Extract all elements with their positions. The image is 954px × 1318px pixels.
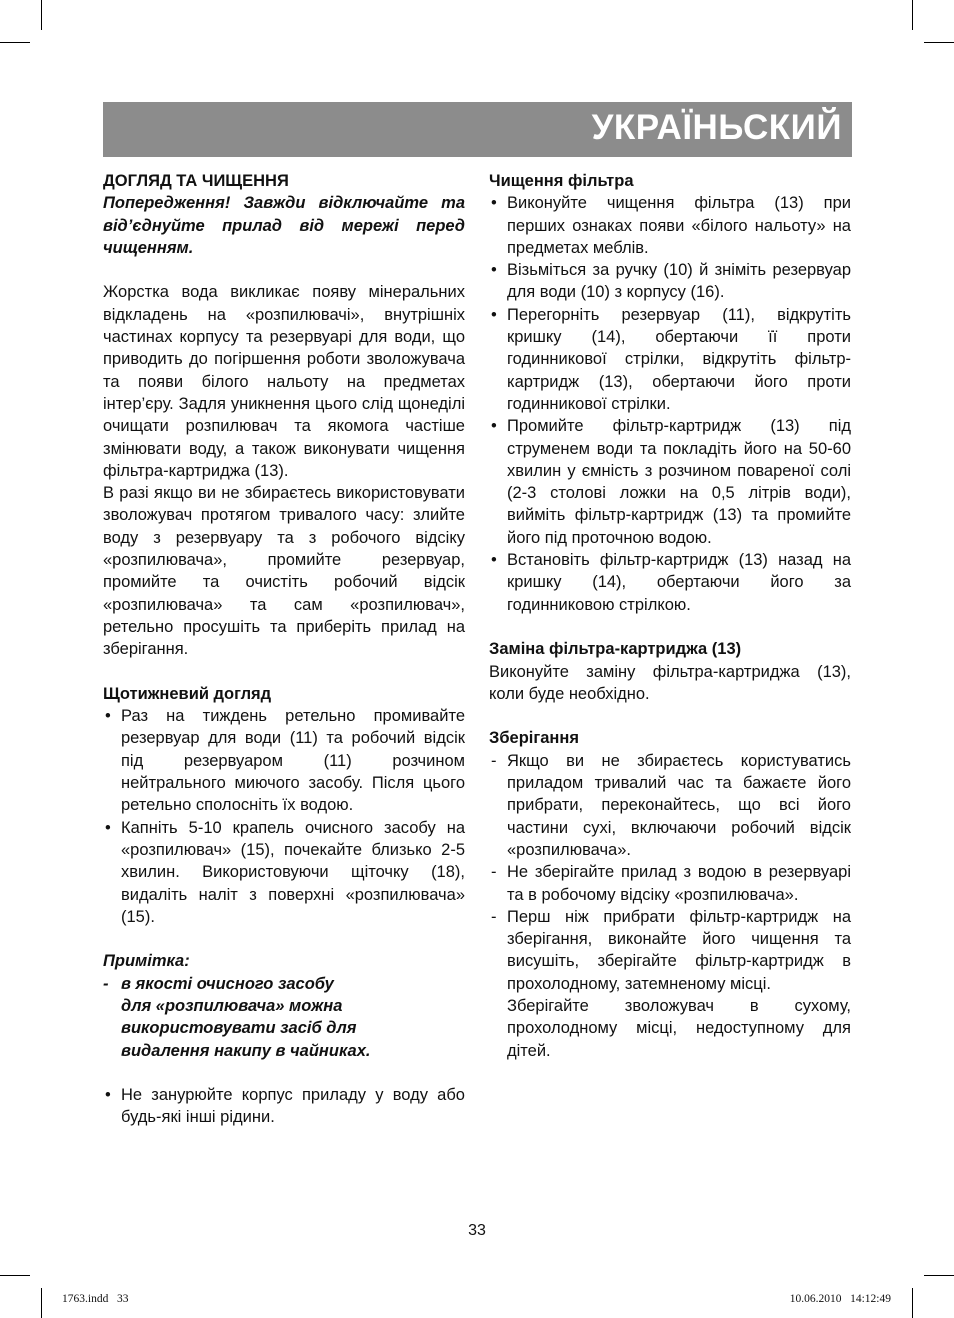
note-line: видалення накипу в чайниках. [121, 1041, 371, 1060]
list-item: • Встановіть фільтр-картридж (13) назад на кришку (14), обертаючи його за годинниковою стрілкою. [491, 551, 851, 614]
final-warning-list [103, 1084, 465, 1129]
list-item: - Не зберігайте прилад з водою в резервуарі та в робочому відсіку «розпилювача». [491, 863, 851, 904]
storage-list [489, 750, 851, 995]
left-column [103, 170, 465, 1129]
filter-cleaning-list [489, 192, 851, 616]
weekly-care-list [103, 705, 465, 928]
bullet-marker: • [491, 261, 497, 280]
list-item: • Перегорніть резервуар (11), відкрутіть кришку (14), обертаючи її проти годинникової стрілки, відкрутіть фільтр-картридж (13), обертаючи його проти годинникової стрілки. [491, 305, 851, 413]
crop-mark [0, 42, 30, 43]
paragraph-storage-long: В разі якщо ви не збираєтесь використовувати зволожувач протягом тривалого часу: злийте воду з резервуару та з робочого відсіку «розпилювача», промийте резервуар, промийте та очистіть робочий відсік «розпилювача» та сам «розпилювач», ретельно просушіть та приберіть прилад на зберігання. [103, 484, 465, 659]
crop-mark [912, 0, 913, 30]
list-item: - Якщо ви не збираєтесь користуватись приладом тривалий час та бажаєте його прибрати, переконайтесь, що всі його частини сухі, включаючи робочий відсік «розпилювача». [491, 751, 851, 859]
dash-marker: - [491, 751, 497, 770]
section-heading-storage: Зберігання [489, 729, 579, 748]
section-heading-filter: Чищення фільтра [489, 172, 634, 190]
language-header-bar [103, 102, 852, 157]
list-item: • Капніть 5-10 крапель очисного засобу на «розпилювач» (15), почекайте близько 2-5 хвилин. Використовуючи щіточку (18), видаліть наліт з поверхні «розпилювача» (15). [105, 818, 465, 926]
section-heading-care: ДОГЛЯД ТА ЧИЩЕННЯ [103, 172, 289, 190]
crop-mark [41, 1288, 42, 1318]
bullet-marker: • [105, 1086, 111, 1105]
section-heading-weekly: Щотижневий догляд [103, 684, 272, 703]
section-heading-replace: Заміна фільтра-картриджа (13) [489, 640, 742, 659]
list-item: • Не занурюйте корпус приладу у воду або будь-які інші рідини. [105, 1086, 465, 1127]
crop-mark [924, 42, 954, 43]
list-item: - Перш ніж прибрати фільтр-картридж на зберігання, виконайте його чищення та висушіть, зберігайте фільтр-картридж в прохолодному, затемненому місці. [491, 907, 851, 993]
dash-marker: - [491, 863, 497, 882]
right-column [489, 170, 851, 1062]
bullet-marker: • [491, 305, 497, 324]
dash-marker: - [103, 974, 109, 993]
crop-mark [41, 0, 42, 30]
bullet-marker: • [105, 818, 111, 837]
list-item: • Візьміться за ручку (10) й зніміть резервуар для води (10) з корпусу (16). [491, 261, 851, 302]
list-item: • Раз на тиждень ретельно промивайте резервуар для води (11) та робочий відсік під резервуаром (11) розчином нейтрального миючого засобу. Після цього ретельно сполосніть їх водою. [105, 707, 465, 815]
list-item: • Промийте фільтр-картридж (13) під струменем води та покладіть його на 50-60 хвилин у ємність з розчином повареної солі (2-3 столові ложки на 0,5 літрів води), вийміть фільтр-картридж (13) та промийте його під проточною водою. [491, 417, 851, 547]
paragraph-hard-water: Жорстка вода викликає появу мінеральних відкладень на «розпилювачі», внутрішніх частинах корпусу та резервуарі для води, що приводить до погіршення роботи зволожувача та появи білого нальоту на предметах інтер’єру. Задля уникнення цього слід щонеділі очищати розпилювач та якомога частіше змінювати воду, а також виконувати чищення фільтра-картриджа (13). [103, 283, 465, 480]
crop-mark [912, 1288, 913, 1318]
print-file-info: 1763.indd 33 [62, 1293, 129, 1305]
crop-mark [0, 1275, 30, 1276]
bullet-marker: • [491, 551, 497, 570]
paragraph-replace: Виконуйте заміну фільтра-картриджа (13), коли буде необхідно. [489, 662, 851, 703]
page-number: 33 [468, 1222, 486, 1239]
dash-marker: - [491, 907, 497, 926]
language-title: УКРАЇНЬСКИЙ [591, 108, 842, 147]
note-line: - в якості очисного засобу [103, 973, 465, 995]
bullet-marker: • [491, 194, 497, 213]
note-line: для «розпилювача» можна [121, 996, 343, 1015]
list-item: • Виконуйте чищення фільтра (13) при перших ознаках появи «білого нальоту» на предметах меблів. [491, 194, 851, 257]
bullet-marker: • [105, 707, 111, 726]
crop-mark [924, 1275, 954, 1276]
bullet-marker: • [491, 417, 497, 436]
print-date-info: 10.06.2010 14:12:49 [789, 1293, 891, 1305]
note-title: Примітка: [103, 952, 190, 971]
paragraph-storage-final: Зберігайте зволожувач в сухому, прохолодному місці, недоступному для дітей. [507, 996, 851, 1060]
note-line: використовувати засіб для [121, 1019, 357, 1038]
warning-text: Попередження! Завжди відключайте та від’єднуйте прилад від мережі перед чищенням. [103, 194, 465, 257]
